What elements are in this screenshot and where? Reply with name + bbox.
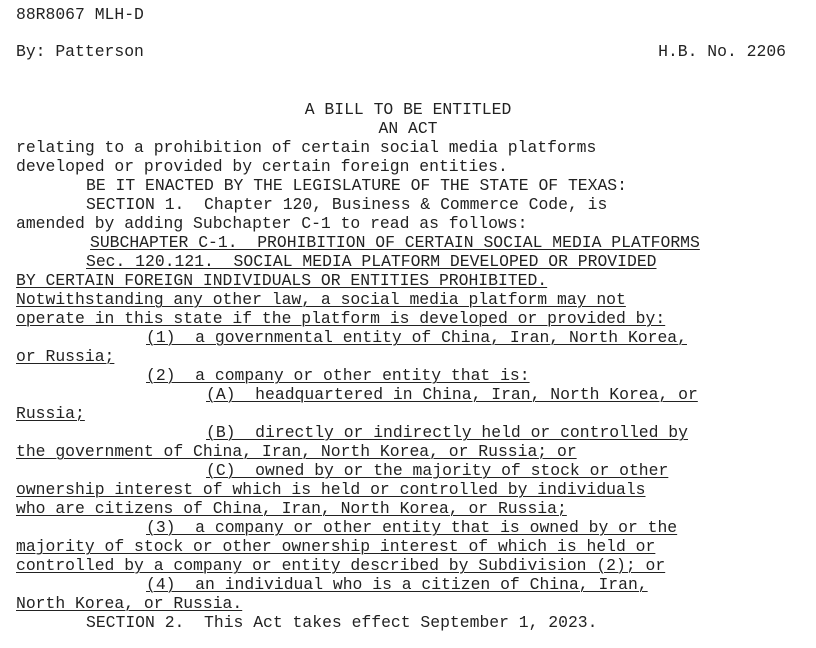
paragraph-a-line: Russia; — [16, 404, 85, 423]
section-heading-line: BY CERTAIN FOREIGN INDIVIDUALS OR ENTITIES PROHIBITED. — [16, 271, 548, 290]
paragraph-c-line: ownership interest of which is held or controlled by individuals — [16, 480, 646, 499]
section-2-line: SECTION 2. This Act takes effect September 1, 2023. — [86, 613, 598, 632]
paragraph-b-line: (B) directly or indirectly held or controlled by — [206, 423, 688, 442]
subdivision-4-line: North Korea, or Russia. — [16, 594, 243, 613]
subchapter-heading: SUBCHAPTER C-1. PROHIBITION OF CERTAIN SOCIAL MEDIA PLATFORMS — [90, 233, 700, 252]
section-1-line: SECTION 1. Chapter 120, Business & Commerce Code, is — [86, 195, 608, 214]
subdivision-1-line: or Russia; — [16, 347, 115, 366]
paragraph-b-line: the government of China, Iran, North Korea, or Russia; or — [16, 442, 577, 461]
act-title: AN ACT — [378, 119, 438, 138]
paragraph-c-line: (C) owned by or the majority of stock or other — [206, 461, 669, 480]
section-1-line: amended by adding Subchapter C-1 to read as follows: — [16, 214, 528, 233]
bill-author: By: Patterson — [16, 42, 144, 61]
bill-number: H.B. No. 2206 — [658, 42, 786, 61]
section-heading-line: Sec. 120.121. SOCIAL MEDIA PLATFORM DEVELOPED OR PROVIDED — [86, 252, 657, 271]
section-text-line: operate in this state if the platform is developed or provided by: — [16, 309, 666, 328]
subdivision-3-line: (3) a company or other entity that is owned by or the — [146, 518, 678, 537]
caption-line: developed or provided by certain foreign entities. — [16, 157, 508, 176]
paragraph-c-line: who are citizens of China, Iran, North Korea, or Russia; — [16, 499, 567, 518]
enacting-clause: BE IT ENACTED BY THE LEGISLATURE OF THE STATE OF TEXAS: — [86, 176, 627, 195]
subdivision-3-line: controlled by a company or entity described by Subdivision (2); or — [16, 556, 666, 575]
paragraph-a-line: (A) headquartered in China, Iran, North Korea, or — [206, 385, 698, 404]
section-text-line: Notwithstanding any other law, a social media platform may not — [16, 290, 626, 309]
document-id: 88R8067 MLH-D — [16, 5, 144, 24]
subdivision-1-line: (1) a governmental entity of China, Iran, North Korea, — [146, 328, 687, 347]
bill-title: A BILL TO BE ENTITLED — [304, 100, 512, 119]
subdivision-2-line: (2) a company or other entity that is: — [146, 366, 530, 385]
caption-line: relating to a prohibition of certain social media platforms — [16, 138, 597, 157]
subdivision-4-line: (4) an individual who is a citizen of China, Iran, — [146, 575, 648, 594]
subdivision-3-line: majority of stock or other ownership interest of which is held or — [16, 537, 656, 556]
